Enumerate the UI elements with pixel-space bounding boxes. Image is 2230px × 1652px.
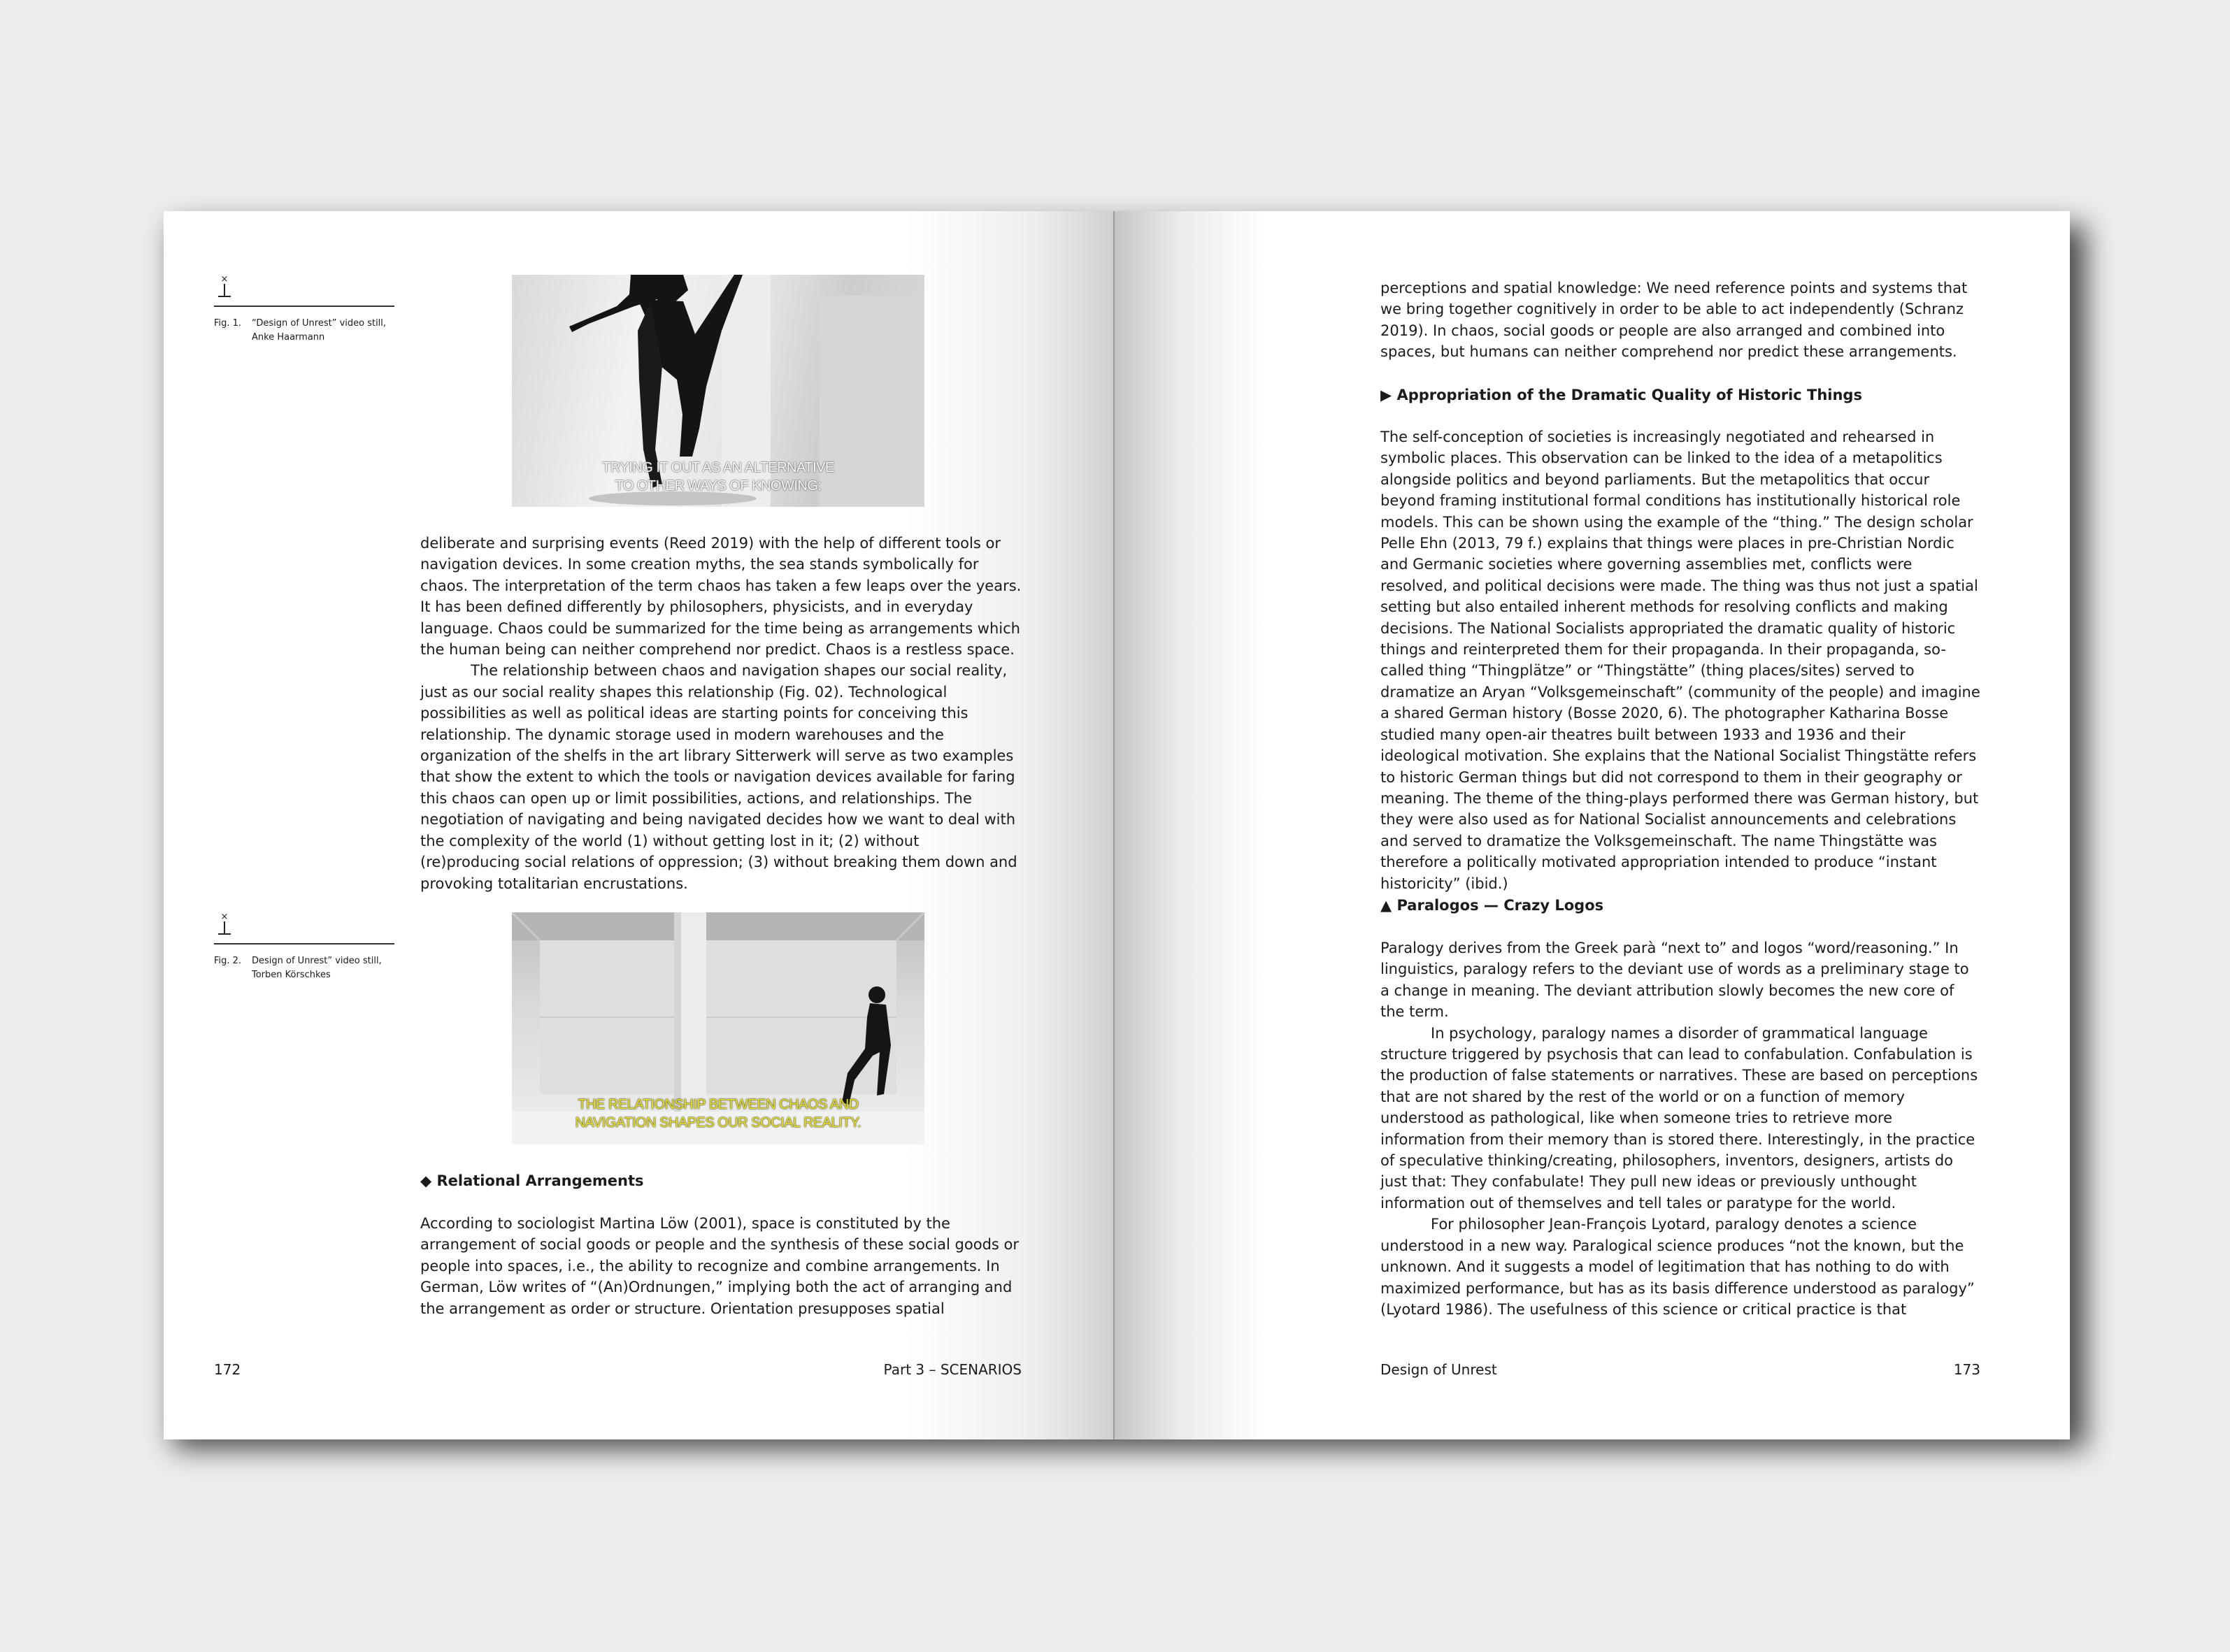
figure-2-video-still — [512, 912, 924, 1144]
book-spread — [164, 211, 2070, 1439]
figure-1-subtitle-line1: TRYING IT OUT AS AN ALTERNATIVE — [602, 460, 834, 475]
figure-2-rule — [214, 943, 394, 944]
right-body-mid — [1380, 426, 1980, 894]
figure-1-subtitle — [512, 459, 924, 495]
left-body-bottom — [420, 1213, 1022, 1319]
heading-appropriation: ▶ Appropriation of the Dramatic Quality of Historic Things — [1380, 387, 1862, 403]
figure-2-caption-line2: Torben Körschkes — [252, 970, 331, 980]
close-x-icon: × — [220, 274, 229, 285]
paragraph: In psychology, paralogy names a disorder of grammatical language structure triggered by psychosis that can lead to confabulation. Confabulation is the production of false statements or narratives. These are based on perceptions that are not shared by the rest of the world or on a function of memory understood as pathological, like when someone tries to retrieve more information from their memory than is stored there. Interestingly, in the practice of speculative thinking/creating, philosophers, inventors, designers, artists do just that: They confabulate! They pull new ideas or previously unthought information out of themselves and tell tales or paratype for the world. — [1380, 1024, 1978, 1212]
left-page — [164, 211, 1115, 1439]
left-running-footer: Part 3 – SCENARIOS — [883, 1361, 1022, 1378]
paragraph: The relationship between chaos and navigation shapes our social reality, just as our social reality shapes this relationship (Fig. 02). Technological possibilities as well as political ideas are starting points for conceiving this relationship. The dynamic storage used in modern warehouses and the organization of the shelfs in the art library Sitterwerk will serve as two examples that show the extent to which the tools or navigation devices available for faring this chaos can open up or limit possibilities, actions, and relationships. The negotiation of navigating and being navigated decides how we want to deal with the complexity of the world (1) without getting lost in it; (2) without (re)producing social relations of oppression; (3) without breaking them down and provoking totalitarian encrustations. — [420, 662, 1017, 892]
left-page-number: 172 — [214, 1361, 241, 1378]
figure-1-number: Fig. 1. — [214, 318, 242, 329]
figure-1-subtitle-line2: TO OTHER WAYS OF KNOWING: — [615, 478, 822, 494]
paragraph: Paralogy derives from the Greek parà “next to” and logos “word/reasoning.” In linguistics, paralogy refers to the deviant use of words as a preliminary stage to a change in meaning. The deviant attribution slowly becomes the new core of the term. — [1380, 940, 1969, 1021]
right-body-bottom — [1380, 938, 1980, 1320]
paragraph: According to sociologist Martina Löw (2001), space is constituted by the arrangement of social goods or people and the synthesis of these social goods or people into spaces, i.e., the ability to recognize and combine arrangements. In German, Löw writes of “(An)Ordnungen,” implying both the act of arranging and the arrangement as order or structure. Orientation presupposes spatial — [420, 1215, 1020, 1317]
close-x-icon: × — [220, 912, 229, 922]
anchor-mark-icon — [214, 921, 235, 935]
right-page-number: 173 — [1953, 1361, 1980, 1378]
paragraph: deliberate and surprising events (Reed 2019) with the help of different tools or navigation devices. In some creation myths, the sea stands symbolically for chaos. The interpretation of the term chaos has taken a few leaps over the years. It has been defined differently by philosophers, physicists, and in everyday language. Chaos could be summarized for the time being as arrangements which the human being can neither comprehend nor predict. Chaos is a restless space. — [420, 535, 1022, 659]
right-running-footer: Design of Unrest — [1380, 1361, 1497, 1378]
figure-1-rule — [214, 306, 394, 307]
heading-paralogos: ▲ Paralogos — Crazy Logos — [1380, 897, 1604, 914]
right-body-top — [1380, 278, 1980, 363]
figure-2-caption-line1: Design of Unrest” video still, — [252, 956, 382, 966]
anchor-mark-icon — [214, 284, 235, 298]
right-page — [1115, 211, 2070, 1439]
figure-2-mark — [214, 912, 235, 938]
figure-2-caption — [214, 954, 403, 982]
heading-relational-arrangements: ◆ Relational Arrangements — [420, 1172, 644, 1189]
figure-2-subtitle-line2: NAVIGATION SHAPES OUR SOCIAL REALITY. — [575, 1115, 862, 1130]
figure-2-number: Fig. 2. — [214, 956, 242, 966]
figure-1-video-still — [512, 275, 924, 507]
figure-2-subtitle-line1: THE RELATIONSHIP BETWEEN CHAOS AND — [578, 1097, 859, 1112]
figure-2-subtitle — [512, 1096, 924, 1132]
paragraph: The self-conception of societies is increasingly negotiated and rehearsed in symbolic places. This observation can be linked to the idea of a metapolitics alongside politics and beyond parliaments. But the metapolitics that occur beyond framing institutional formal conditions has institutionally historical role models. This can be shown using the example of the “thing.” The design scholar Pelle Ehn (2013, 79 f.) explains that things were places in pre-Christian Nordic and Germanic societies where governing assemblies met, conflicts were resolved, and political decisions were made. The thing was thus not just a spatial setting but also entailed inherent methods for resolving conflicts and making decisions. The National Socialists appropriated the dramatic quality of historic things and reinterpreted them for their propaganda. In their propaganda, so-called thing “Thingplätze” or “Thingstätte” (thing places/sites) served to dramatize an Aryan “Volksgemeinschaft” (community of the people) and imagine a shared German history (Bosse 2020, 6). The photographer Katharina Bosse studied many open-air theatres built between 1933 and 1936 and their ideological motivation. She explains that the National Socialist Thingstätte refers to historic German things but did not correspond to them in their geography or meaning. The theme of the thing-plays performed there was German history, but they were also used as for National Socialist announcements and celebrations and served to dramatize the Volksgemeinschaft. The name Thingstätte was therefore a politically motivated appropriation intended to produce “instant historicity” (ibid.) — [1380, 429, 1980, 892]
paragraph: perceptions and spatial knowledge: We need reference points and systems that we bring together cognitively in order to be able to act independently (Schranz 2019). In chaos, social goods or people are also arranged and combined into spaces, but humans can neither comprehend nor predict these arrangements. — [1380, 280, 1968, 361]
figure-1-caption-line2: Anke Haarmann — [252, 332, 325, 343]
paragraph: For philosopher Jean-François Lyotard, paralogy denotes a science understood in a new way. Paralogical science produces “not the known, but the unknown. And it suggests a model of legitimation that has nothing to do with maximized performance, but has as its basis difference understood as paralogy” (Lyotard 1986). The usefulness of this science or critical practice is that — [1380, 1216, 1975, 1318]
figure-1-caption — [214, 317, 403, 345]
left-body-top — [420, 533, 1022, 894]
figure-1-caption-line1: “Design of Unrest” video still, — [252, 318, 387, 329]
figure-1-mark — [214, 275, 235, 300]
